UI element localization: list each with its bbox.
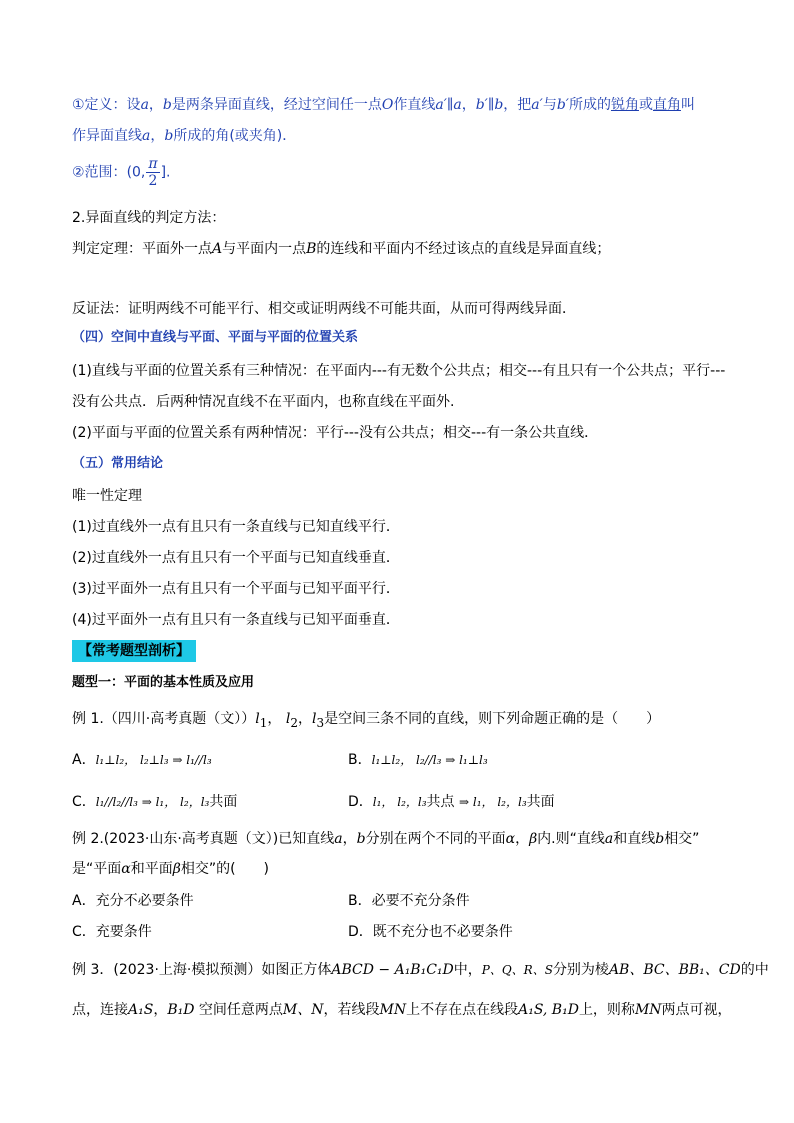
option-label: B． xyxy=(348,752,372,768)
section-4-p1a: (1)直线与平面的位置关系有三种情况：在平面内---有无数个公共点；相交---有且只有一个公共点；平行--- xyxy=(72,363,726,379)
var-a: a xyxy=(604,831,614,847)
example-1-stem xyxy=(72,709,660,733)
text: 叫 xyxy=(680,97,695,113)
judge-theorem xyxy=(72,239,610,259)
fraction-numerator: π xyxy=(148,156,158,172)
range-close: ]. xyxy=(160,164,171,181)
example-2-option-c[interactable] xyxy=(72,922,152,942)
text: 与平面内一点 xyxy=(222,241,307,257)
definition-label: ①定义：设 xyxy=(72,97,141,113)
sub: 1 xyxy=(259,715,268,730)
text: 分别在两个不同的平面 xyxy=(365,831,506,847)
example-2-option-d[interactable] xyxy=(348,922,513,942)
option-text: l₁//l₂//l₃ ⇒ l₁， l₂，l₃ xyxy=(95,795,210,809)
text: 共面 xyxy=(526,794,555,810)
definition-line-1 xyxy=(72,95,695,115)
text: 是空间三条不同的直线，则下列命题正确的是（ ） xyxy=(324,711,661,727)
a-prime: a′ xyxy=(531,97,543,113)
var-b: b xyxy=(655,831,665,847)
segments: A₁S, B₁D xyxy=(518,1002,579,1018)
example-3-stem-2 xyxy=(72,1000,732,1020)
var-a: a xyxy=(142,128,151,144)
segment: A₁S xyxy=(128,1002,154,1018)
text: 内.则“直线 xyxy=(537,831,605,847)
text: 例 3．(2023·上海·模拟预测）如图正方体 xyxy=(72,962,332,978)
text: 相交”的( ) xyxy=(180,861,270,877)
text: 所成的角(或夹角)． xyxy=(173,128,297,144)
question-type-1: 题型一：平面的基本性质及应用 xyxy=(72,675,255,690)
option-text: 充要条件 xyxy=(95,924,152,940)
segment: B₁D xyxy=(167,1002,195,1018)
pi-over-2-fraction xyxy=(146,156,159,189)
text: 判定定理：平面外一点 xyxy=(72,241,212,257)
b-prime: b′ xyxy=(556,97,569,113)
text: 作异面直线 xyxy=(72,128,142,144)
definition-line-2 xyxy=(72,126,296,146)
example-2-option-b[interactable] xyxy=(348,891,470,911)
text: 与 xyxy=(542,97,557,113)
point-a: A xyxy=(212,241,223,257)
text: 的连线和平面内不经过该点的直线是异面直线； xyxy=(316,241,611,257)
text: ， xyxy=(515,831,530,847)
judge-heading: 2.异面直线的判定方法： xyxy=(72,210,226,226)
text: ，把 xyxy=(503,97,532,113)
l2: l xyxy=(285,711,291,727)
text: 上不存在点在线段 xyxy=(406,1002,519,1018)
var-a: a xyxy=(334,831,343,847)
text: ， xyxy=(150,128,165,144)
analysis-badge: 【常考题型剖析】 xyxy=(72,640,196,662)
var-b: b xyxy=(162,97,172,113)
beta: β xyxy=(172,861,181,877)
example-1-option-d[interactable] xyxy=(348,792,555,812)
segment-mn: MN xyxy=(634,1002,662,1018)
segment-mn: MN xyxy=(379,1002,407,1018)
points-mn: M、N xyxy=(282,1002,324,1018)
alpha: α xyxy=(121,861,131,877)
text: 分别为棱 xyxy=(552,962,609,978)
option-text: 既不充分也不必要条件 xyxy=(372,924,513,940)
range-label: ②范围： xyxy=(72,164,127,181)
underlined-right-angle: 直角 xyxy=(652,97,681,113)
var-b: b xyxy=(356,831,366,847)
text: 的中 xyxy=(740,962,769,978)
text: ， xyxy=(267,711,282,727)
var-b: b xyxy=(164,128,174,144)
text: 例 2.(2023·山东·高考真题（文）)已知直线 xyxy=(72,831,335,847)
text: ， xyxy=(297,711,312,727)
b-parallel: b′∥b xyxy=(475,97,504,113)
l3: l xyxy=(311,711,317,727)
text: ， xyxy=(342,831,357,847)
theorem-item: (4)过平面外一点有且只有一条直线与已知平面垂直． xyxy=(72,612,400,628)
section-4-p2: (2)平面与平面的位置关系有两种情况：平行---没有公共点；相交---有一条公共直线． xyxy=(72,425,599,441)
text: 上，则称 xyxy=(578,1002,635,1018)
fraction-denominator: 2 xyxy=(148,173,158,189)
alpha: α xyxy=(505,831,516,847)
section-5-heading: （五）常用结论 xyxy=(72,456,164,471)
option-label: A． xyxy=(72,893,96,909)
a-parallel: a′∥a xyxy=(435,97,462,113)
theorem-item: (1)过直线外一点有且只有一条直线与已知直线平行． xyxy=(72,519,400,535)
text: 和直线 xyxy=(613,831,656,847)
underlined-acute-angle: 锐角 xyxy=(610,97,639,113)
example-2-stem-2 xyxy=(72,859,269,879)
text: 所成的 xyxy=(568,97,611,113)
text: 空间任意两点 xyxy=(198,1002,283,1018)
range-open: (0, xyxy=(126,164,146,181)
example-3-stem xyxy=(72,960,769,980)
option-label: D． xyxy=(348,924,373,940)
option-text: 必要不充分条件 xyxy=(371,893,470,909)
judge-contra: 反证法：证明两线不可能平行、相交或证明两线不可能共面，从而可得两线异面． xyxy=(72,301,576,317)
point-b: B xyxy=(306,241,317,257)
range-line xyxy=(72,156,171,189)
option-label: B． xyxy=(348,893,372,909)
text: 相交” xyxy=(664,831,700,847)
sub: 2 xyxy=(290,715,298,730)
text: ， xyxy=(153,1002,168,1018)
sub: 3 xyxy=(316,715,325,730)
option-text: 充分不必要条件 xyxy=(95,893,194,909)
option-text: l₁， l₂，l₃ xyxy=(372,795,427,809)
example-2-option-a[interactable] xyxy=(72,891,194,911)
section-5-sub: 唯一性定理 xyxy=(72,488,142,504)
beta: β xyxy=(529,831,538,847)
var-a: a xyxy=(140,97,149,113)
example-1-option-b[interactable] xyxy=(348,750,488,770)
option-label: A． xyxy=(72,752,96,768)
option-label: C． xyxy=(72,924,96,940)
text: 或 xyxy=(638,97,653,113)
text: 和平面 xyxy=(130,861,173,877)
text: ， xyxy=(461,97,476,113)
option-text: ⇒ l₁， l₂，l₃ xyxy=(459,795,527,809)
option-label: D． xyxy=(348,794,373,810)
text: ， xyxy=(148,97,163,113)
section-4-p1b: 没有公共点．后两种情况直线不在平面内，也称直线在平面外. xyxy=(72,394,455,410)
text: 例 1.（四川·高考真题（文）） xyxy=(72,711,256,727)
option-text: l₁⊥l₂， l₂⊥l₃ ⇒ l₁//l₃ xyxy=(95,753,212,767)
var-o: O xyxy=(381,97,394,113)
theorem-item: (2)过直线外一点有且只有一个平面与已知直线垂直． xyxy=(72,550,400,566)
theorem-item: (3)过平面外一点有且只有一个平面与已知平面平行． xyxy=(72,581,400,597)
text: 作直线 xyxy=(393,97,436,113)
section-4-heading: （四）空间中直线与平面、平面与平面的位置关系 xyxy=(72,330,359,345)
text: 是两条异面直线，经过空间任一点 xyxy=(171,97,382,113)
text: 共点 xyxy=(426,794,455,810)
example-1-option-c[interactable] xyxy=(72,792,237,812)
edges: AB、BC、BB₁、CD xyxy=(608,962,741,978)
text: 点，连接 xyxy=(72,1002,128,1018)
analysis-badge-row xyxy=(72,640,196,662)
text: 是“平面 xyxy=(72,861,122,877)
text: 两点可视， xyxy=(661,1002,732,1018)
text: 共面 xyxy=(209,794,238,810)
text: ，若线段 xyxy=(323,1002,380,1018)
option-label: C． xyxy=(72,794,96,810)
example-1-option-a[interactable] xyxy=(72,750,212,770)
l1: l xyxy=(255,711,260,727)
example-2-stem xyxy=(72,829,699,849)
option-text: l₁⊥l₂， l₂//l₃ ⇒ l₁⊥l₃ xyxy=(371,753,488,767)
text: 中， xyxy=(453,962,482,978)
points-pqrs: P、Q、R、S xyxy=(481,963,553,977)
cube-name: ABCD − A₁B₁C₁D xyxy=(331,962,454,978)
